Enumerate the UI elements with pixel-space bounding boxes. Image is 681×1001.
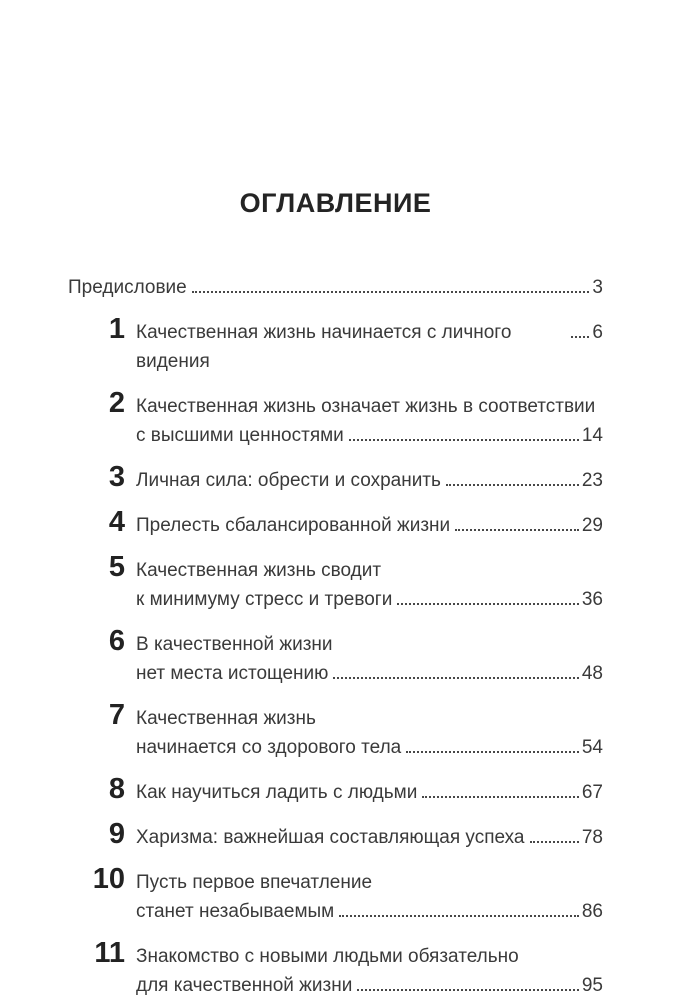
page-number: 29	[581, 515, 603, 536]
toc-entry-body	[136, 630, 603, 688]
toc-entry	[68, 508, 603, 540]
chapter-number: 3	[108, 461, 125, 493]
page-number: 23	[581, 470, 603, 491]
toc-entry-title: Качественная жизнь сводит	[136, 560, 382, 581]
chapter-number: 7	[108, 699, 125, 731]
dot-leader	[339, 915, 579, 917]
toc-entry-title: нет места истощению	[136, 663, 329, 684]
dot-leader	[192, 291, 590, 293]
toc-entry-line	[136, 942, 603, 971]
toc-entry-body	[136, 778, 603, 807]
toc-entry-title: с высшими ценностями	[136, 425, 344, 446]
toc-entry-body	[136, 704, 603, 762]
toc-entry-body	[136, 942, 603, 1000]
toc-entry	[68, 939, 603, 1000]
toc-entry-line	[136, 868, 603, 897]
chapter-number: 1	[108, 313, 125, 345]
toc-entry-title: для качественной жизни	[136, 975, 353, 996]
toc-entry	[68, 820, 603, 852]
toc-entry-title: Как научиться ладить с людьми	[136, 782, 418, 803]
chapter-number: 8	[108, 773, 125, 805]
page-number: 36	[581, 589, 603, 610]
chapter-number: 4	[108, 506, 125, 538]
toc-entry-title: В качественной жизни	[136, 634, 333, 655]
toc-preface-row	[68, 273, 603, 302]
chapter-number: 2	[108, 387, 125, 419]
toc-entry-body	[136, 466, 603, 495]
page-number: 3	[592, 277, 603, 298]
page-number: 86	[581, 901, 603, 922]
page-number: 6	[592, 322, 603, 343]
chapter-number: 9	[108, 818, 125, 850]
dot-leader	[349, 439, 579, 441]
toc-entry-line	[136, 897, 603, 926]
toc-entry-line	[136, 585, 603, 614]
toc-title: ОГЛАВЛЕНИЕ	[239, 188, 432, 218]
toc-entry-line	[136, 823, 603, 852]
toc-entry-body	[136, 511, 603, 540]
chapter-number: 5	[108, 551, 125, 583]
toc-entry	[68, 315, 603, 376]
toc-entry-title: Прелесть сбалансированной жизни	[136, 515, 451, 536]
toc-entry-title: Качественная жизнь	[136, 708, 316, 729]
toc-entry-line	[136, 511, 603, 540]
toc-entry-title: Пусть первое впечатление	[136, 872, 373, 893]
toc-entry-title: Качественная жизнь означает жизнь в соответствии	[136, 396, 596, 417]
toc-entry-title: начинается со здорового тела	[136, 737, 402, 758]
toc-entry-line	[136, 733, 603, 762]
dot-leader	[571, 336, 589, 338]
page-number: 54	[581, 737, 603, 758]
dot-leader	[357, 989, 579, 991]
dot-leader	[422, 796, 579, 798]
chapter-number: 10	[92, 863, 125, 895]
toc-entry-body	[136, 318, 603, 376]
toc-entries	[68, 315, 603, 1000]
dot-leader	[446, 484, 579, 486]
dot-leader	[333, 677, 578, 679]
toc-entry-line	[136, 778, 603, 807]
toc-entry-title: Харизма: важнейшая составляющая успеха	[136, 827, 525, 848]
page-number: 48	[581, 663, 603, 684]
toc-entry	[68, 865, 603, 926]
toc-entry-body	[136, 392, 603, 450]
page-number: 95	[581, 975, 603, 996]
dot-leader	[406, 751, 579, 753]
toc-entry-title: Личная сила: обрести и сохранить	[136, 470, 441, 491]
toc-entry	[68, 553, 603, 614]
toc-entry	[68, 463, 603, 495]
page-number: 78	[581, 827, 603, 848]
toc-entry-body	[136, 823, 603, 852]
page-number: 14	[581, 425, 603, 446]
toc-entry-line	[136, 630, 603, 659]
toc-entry-title: Качественная жизнь начинается с личного видения	[136, 322, 512, 372]
toc-entry-line	[136, 421, 603, 450]
toc-entry-line	[136, 466, 603, 495]
page-number: 67	[581, 782, 603, 803]
dot-leader	[455, 529, 579, 531]
chapter-number: 11	[94, 937, 125, 969]
toc-entry-line	[136, 704, 603, 733]
toc-entry-line	[136, 318, 603, 376]
toc-entry-line	[136, 556, 603, 585]
toc-entry	[68, 627, 603, 688]
toc-entry-line	[136, 659, 603, 688]
chapter-number: 6	[108, 625, 125, 657]
dot-leader	[530, 841, 579, 843]
toc-entry-title: к минимуму стресс и тревоги	[136, 589, 393, 610]
toc-entry-title: станет незабываемым	[136, 901, 335, 922]
toc-entry-line	[136, 392, 603, 421]
toc-entry-line	[136, 971, 603, 1000]
dot-leader	[397, 603, 579, 605]
table-of-contents	[68, 273, 603, 1000]
toc-entry	[68, 701, 603, 762]
toc-preface-label: Предисловие	[68, 277, 187, 298]
toc-entry-body	[136, 556, 603, 614]
toc-entry	[68, 389, 603, 450]
toc-entry	[68, 775, 603, 807]
toc-entry-body	[136, 868, 603, 926]
toc-entry-title: Знакомство с новыми людьми обязательно	[136, 946, 519, 967]
